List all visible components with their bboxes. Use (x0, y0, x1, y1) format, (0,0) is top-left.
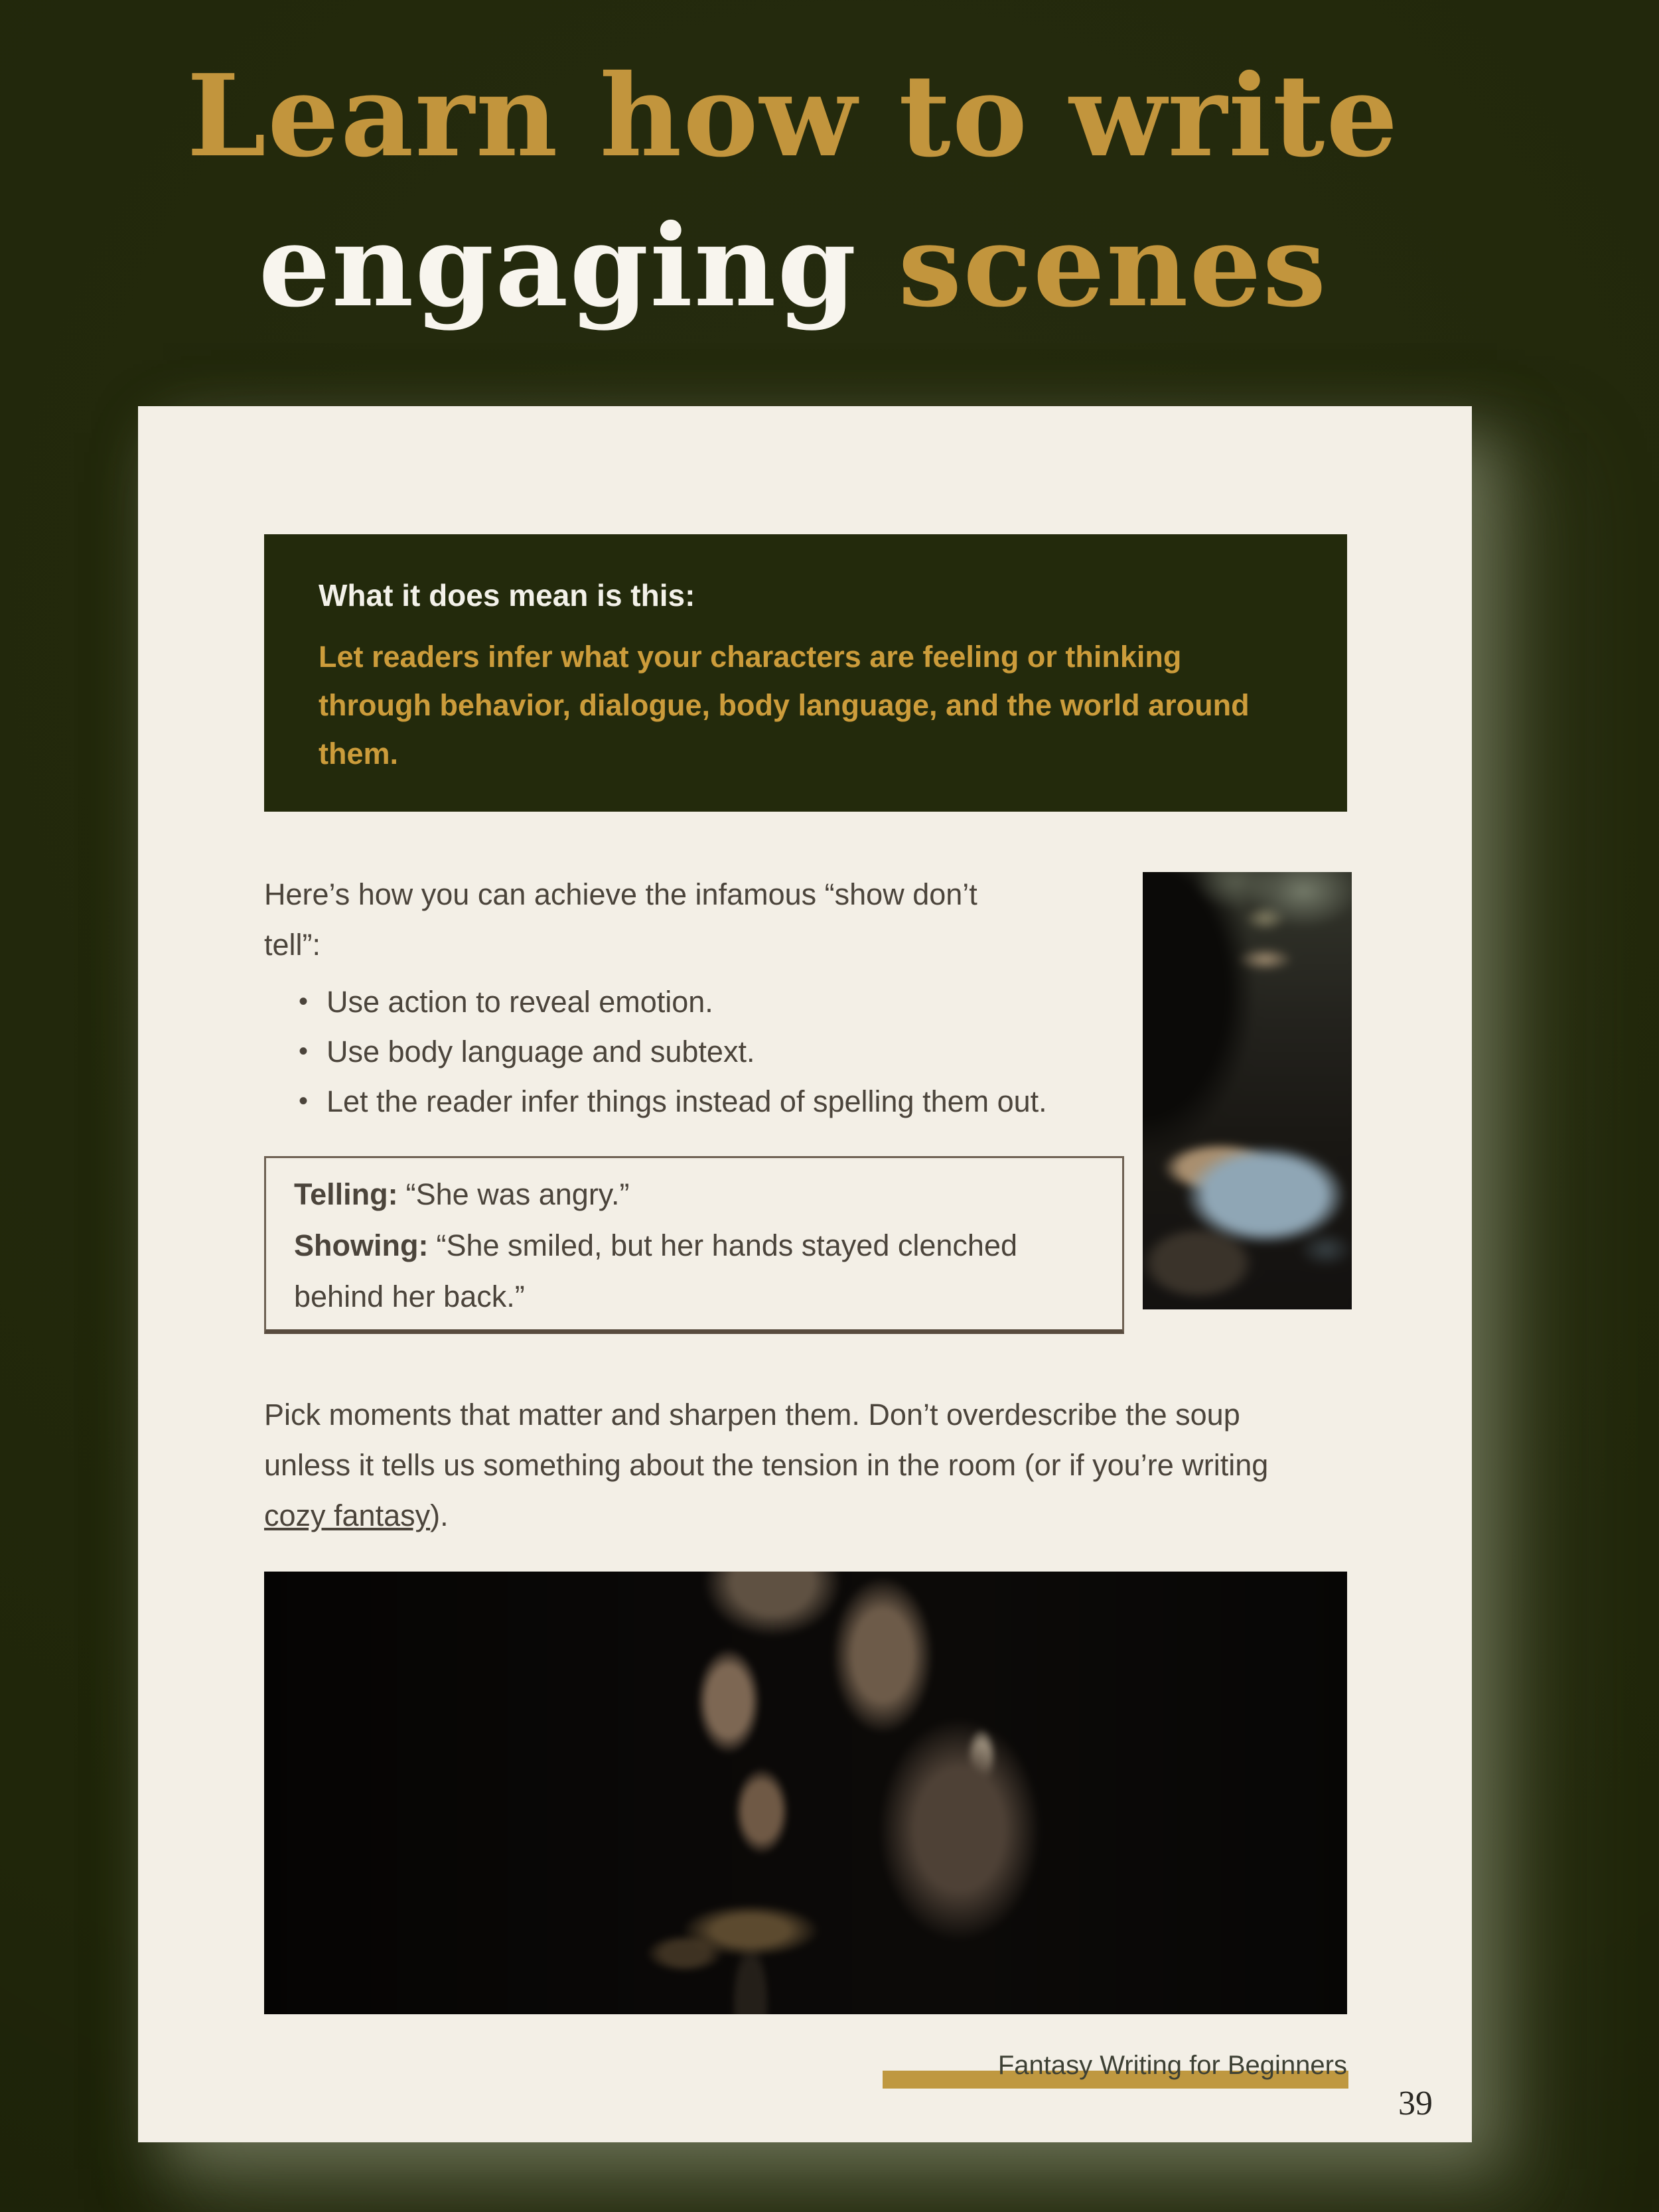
callout-body-line: Let readers infer what your characters are feeling or thinking (319, 640, 1182, 674)
paragraph-line: unless it tells us something about the tension in the room (or if you’re writing (264, 1448, 1269, 1482)
intro-line: tell”: (264, 928, 321, 962)
paragraph-line-end: ). (430, 1499, 449, 1532)
paragraph-line: Pick moments that matter and sharpen them. Don’t overdescribe the soup (264, 1398, 1240, 1432)
page-title-line1: Learn how to write (186, 50, 1400, 183)
side-photo-content (1143, 872, 1352, 1309)
intro-text (264, 869, 1193, 970)
showing-line (294, 1220, 1098, 1271)
showing-label: Showing: (294, 1228, 429, 1262)
paragraph-line (264, 1491, 1392, 1541)
list-item-text: Use body language and subtext. (326, 1035, 755, 1069)
side-photo-image (1143, 872, 1352, 1309)
telling-text: “She was angry.” (405, 1177, 630, 1211)
document-page (138, 406, 1472, 2142)
list-item-text: Use action to reveal emotion. (326, 985, 713, 1019)
page-title-line2 (113, 191, 1473, 341)
telling-showing-box (264, 1156, 1124, 1334)
list-item (299, 1076, 1228, 1126)
footer-book-title: Fantasy Writing for Beginners (997, 2051, 1347, 2080)
page-number: 39 (1398, 2085, 1433, 2122)
body-paragraph (264, 1390, 1392, 1541)
list-item (299, 977, 1228, 1027)
bottom-photo-content (264, 1572, 1347, 2014)
list-item-text: Let the reader infer things instead of spelling them out. (326, 1084, 1047, 1118)
telling-line (294, 1169, 1098, 1220)
cozy-fantasy-link[interactable]: cozy fantasy (264, 1499, 431, 1532)
callout-body-line: them. (319, 737, 399, 771)
callout-heading: What it does mean is this: (319, 578, 695, 613)
bullet-list (299, 977, 1228, 1126)
title-word-scenes: scenes (857, 200, 1328, 332)
showing-line-continued: behind her back.” (294, 1280, 525, 1313)
telling-label: Telling: (294, 1177, 398, 1211)
callout-body-line: through behavior, dialogue, body language, and the world around (319, 688, 1250, 722)
page-title (113, 41, 1473, 341)
title-word-engaging: engaging (258, 200, 858, 332)
showing-text: “She smiled, but her hands stayed clenched (436, 1228, 1017, 1262)
bottom-photo-image (264, 1572, 1347, 2014)
callout-body (319, 632, 1294, 778)
intro-line: Here’s how you can achieve the infamous “show don’t (264, 877, 977, 911)
list-item (299, 1027, 1228, 1076)
callout-box (264, 534, 1347, 812)
